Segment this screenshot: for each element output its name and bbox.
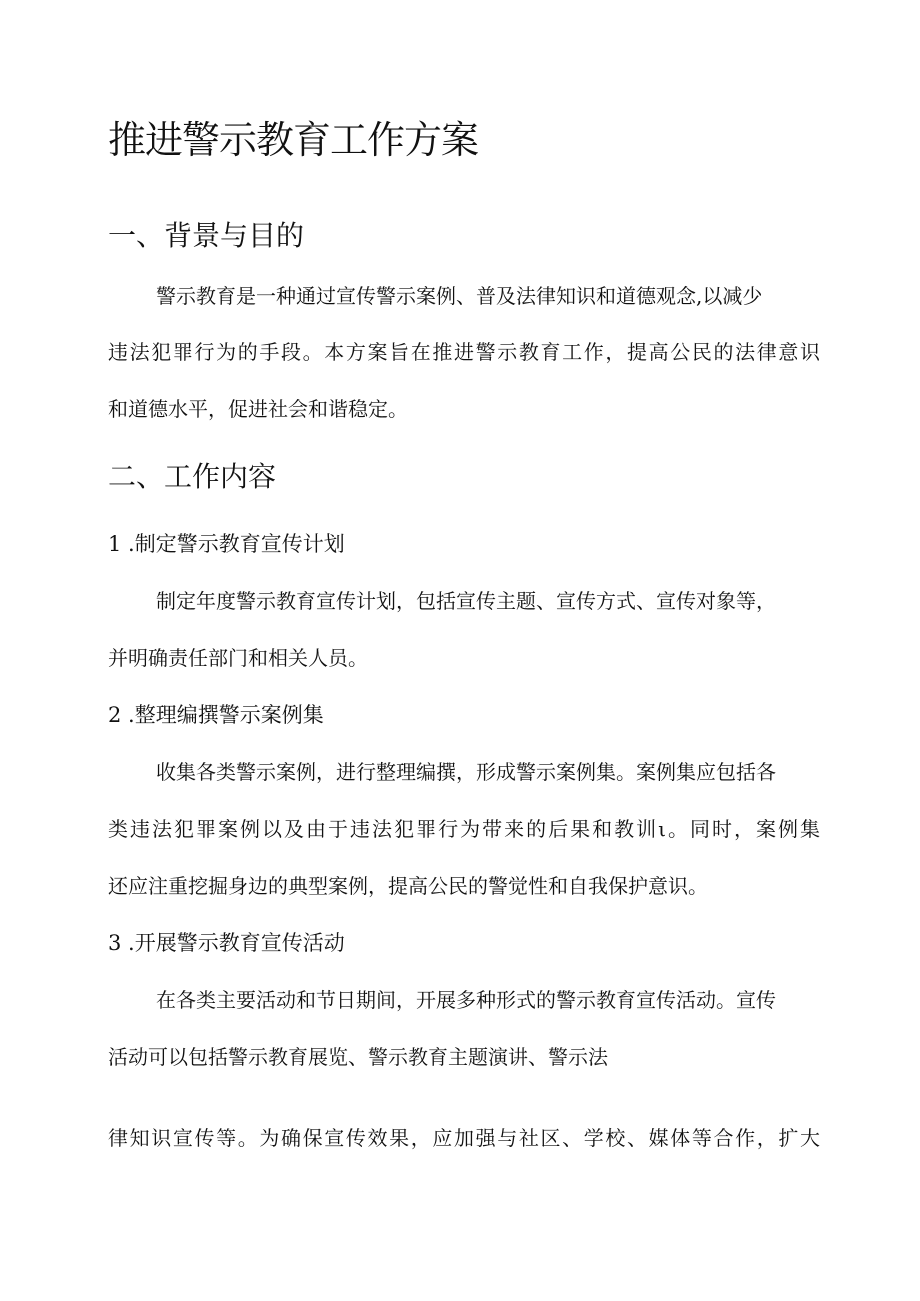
- paragraph-line: 和道德水平，促进社会和谐稳定。: [108, 397, 408, 421]
- paragraph-line: 违法犯罪行为的手段。本方案旨在推进警示教育工作，提高公民的法律意识: [108, 340, 820, 364]
- paragraph-line: 律知识宣传等。为确保宣传效果，应加强与社区、学校、媒体等合作，扩大: [108, 1126, 820, 1150]
- paragraph-line: 警示教育是一种通过宣传警示案例、普及法律知识和道德观念,以减少: [156, 284, 763, 308]
- paragraph-line: 类违法犯罪案例以及由于违法犯罪行为带来的后果和教训ι。同时，案例集: [108, 817, 820, 841]
- document-title: 推进警示教育工作方案: [108, 118, 479, 162]
- paragraph-line: 并明确责任部门和相关人员。: [108, 646, 368, 670]
- paragraph-line: 收集各类警示案例，进行整理编撰，形成警示案例集。案例集应包括各: [156, 760, 776, 784]
- section-heading-work-content: 二、工作内容: [108, 460, 277, 493]
- item-heading-3: 3 .开展警示教育宣传活动: [108, 931, 345, 955]
- paragraph-line: 活动可以包括警示教育展览、警示教育主题演讲、警示法: [108, 1045, 608, 1069]
- item-heading-1: 1 .制定警示教育宣传计划: [108, 532, 345, 556]
- paragraph-line: 制定年度警示教育宣传计划，包括宣传主题、宣传方式、宣传对象等，: [156, 589, 776, 613]
- item-heading-2: 2 .整理编撰警示案例集: [108, 703, 324, 727]
- paragraph-line: 在各类主要活动和节日期间，开展多种形式的警示教育宣传活动。宣传: [156, 988, 776, 1012]
- section-heading-background: 一、背景与目的: [108, 219, 305, 252]
- paragraph-line: 还应注重挖掘身边的典型案例，提高公民的警觉性和自我保护意识。: [108, 874, 708, 898]
